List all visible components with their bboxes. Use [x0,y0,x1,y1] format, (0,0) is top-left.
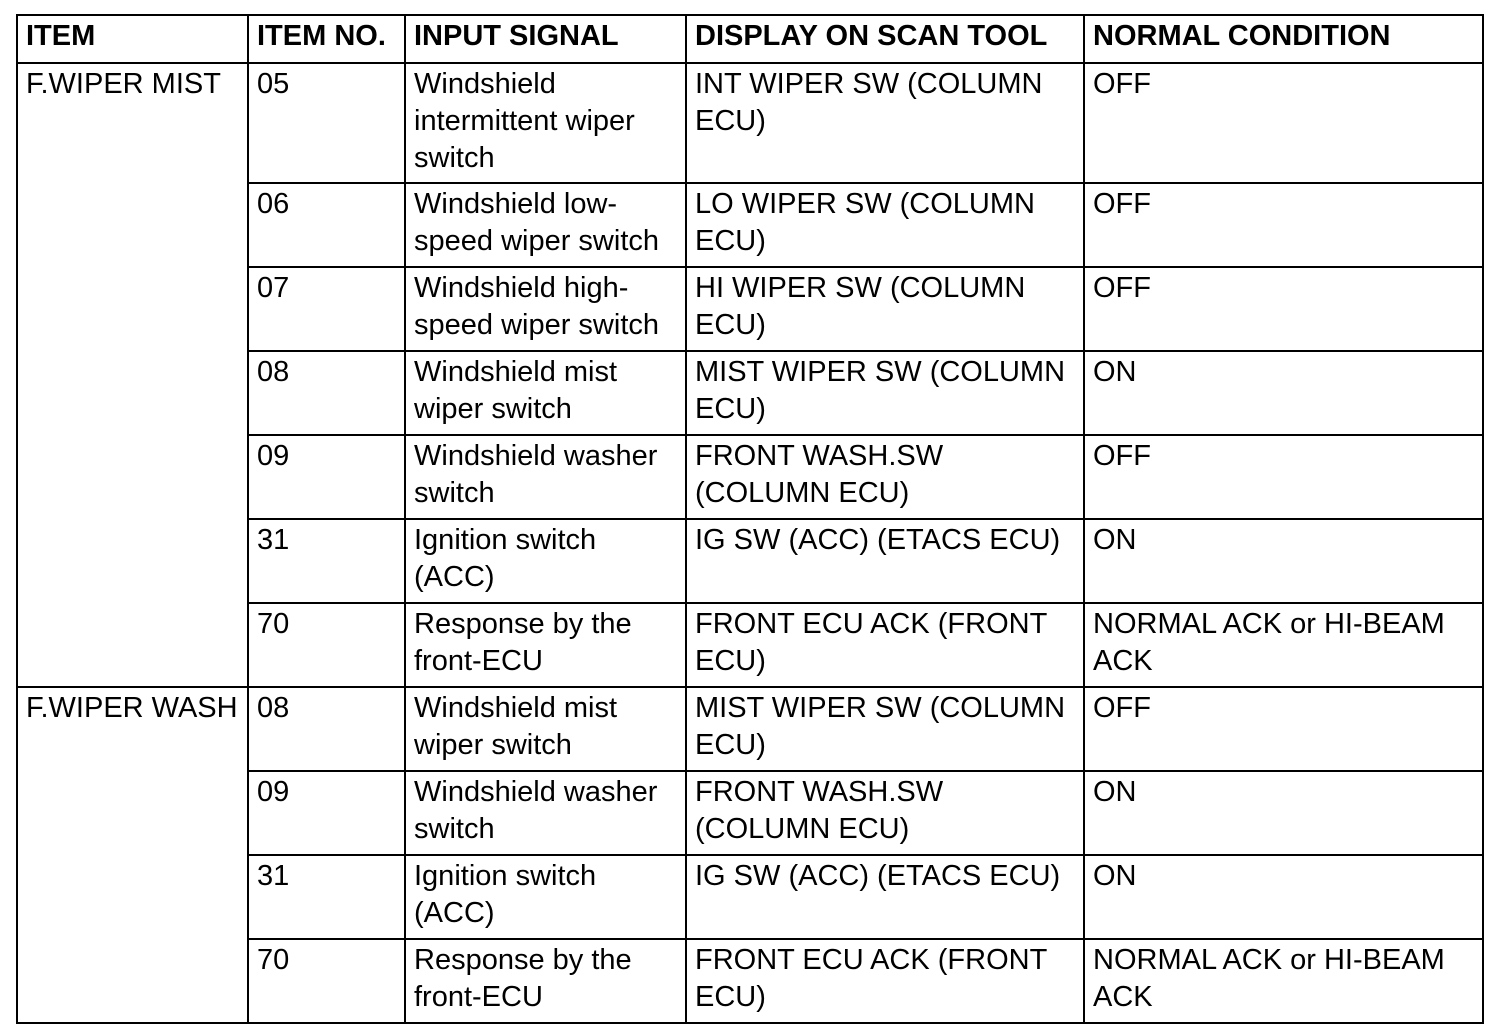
item-no-cell: 07 [248,267,405,351]
input-signal-cell: Response by the front-ECU [405,603,686,687]
input-signal-cell: Windshield washer switch [405,771,686,855]
input-signal-cell: Windshield low-speed wiper switch [405,183,686,267]
display-cell: LO WIPER SW (COLUMN ECU) [686,183,1084,267]
header-item-no: ITEM NO. [248,15,405,63]
header-item: ITEM [17,15,248,63]
header-normal-condition: NORMAL CONDITION [1084,15,1483,63]
normal-condition-cell: OFF [1084,267,1483,351]
input-signal-cell: Response by the front-ECU [405,939,686,1023]
display-cell: FRONT WASH.SW (COLUMN ECU) [686,435,1084,519]
normal-condition-cell: OFF [1084,183,1483,267]
input-signal-cell: Windshield intermittent wiper switch [405,63,686,183]
display-cell: FRONT ECU ACK (FRONT ECU) [686,603,1084,687]
item-no-cell: 08 [248,351,405,435]
group-item-wiper-mist: F.WIPER MIST [17,63,248,687]
table-row [17,687,1483,771]
normal-condition-cell: ON [1084,519,1483,603]
display-cell: FRONT WASH.SW (COLUMN ECU) [686,771,1084,855]
input-signal-cell: Windshield mist wiper switch [405,687,686,771]
table-header-row [17,15,1483,63]
group-item-wiper-wash: F.WIPER WASH [17,687,248,1023]
normal-condition-cell: OFF [1084,435,1483,519]
scan-tool-spec-table [16,14,1484,1024]
input-signal-cell: Windshield mist wiper switch [405,351,686,435]
header-display-on-scan-tool: DISPLAY ON SCAN TOOL [686,15,1084,63]
display-cell: IG SW (ACC) (ETACS ECU) [686,519,1084,603]
normal-condition-cell: ON [1084,855,1483,939]
input-signal-cell: Windshield washer switch [405,435,686,519]
item-no-cell: 31 [248,855,405,939]
item-no-cell: 08 [248,687,405,771]
display-cell: MIST WIPER SW (COLUMN ECU) [686,687,1084,771]
item-no-cell: 70 [248,939,405,1023]
input-signal-cell: Windshield high-speed wiper switch [405,267,686,351]
normal-condition-cell: OFF [1084,687,1483,771]
table-row [17,63,1483,183]
item-no-cell: 31 [248,519,405,603]
item-no-cell: 06 [248,183,405,267]
item-no-cell: 05 [248,63,405,183]
input-signal-cell: Ignition switch (ACC) [405,519,686,603]
display-cell: FRONT ECU ACK (FRONT ECU) [686,939,1084,1023]
normal-condition-cell: ON [1084,771,1483,855]
item-no-cell: 09 [248,435,405,519]
normal-condition-cell: OFF [1084,63,1483,183]
header-input-signal: INPUT SIGNAL [405,15,686,63]
item-no-cell: 09 [248,771,405,855]
display-cell: IG SW (ACC) (ETACS ECU) [686,855,1084,939]
input-signal-cell: Ignition switch (ACC) [405,855,686,939]
normal-condition-cell: NORMAL ACK or HI-BEAM ACK [1084,939,1483,1023]
display-cell: MIST WIPER SW (COLUMN ECU) [686,351,1084,435]
normal-condition-cell: NORMAL ACK or HI-BEAM ACK [1084,603,1483,687]
normal-condition-cell: ON [1084,351,1483,435]
display-cell: HI WIPER SW (COLUMN ECU) [686,267,1084,351]
display-cell: INT WIPER SW (COLUMN ECU) [686,63,1084,183]
item-no-cell: 70 [248,603,405,687]
